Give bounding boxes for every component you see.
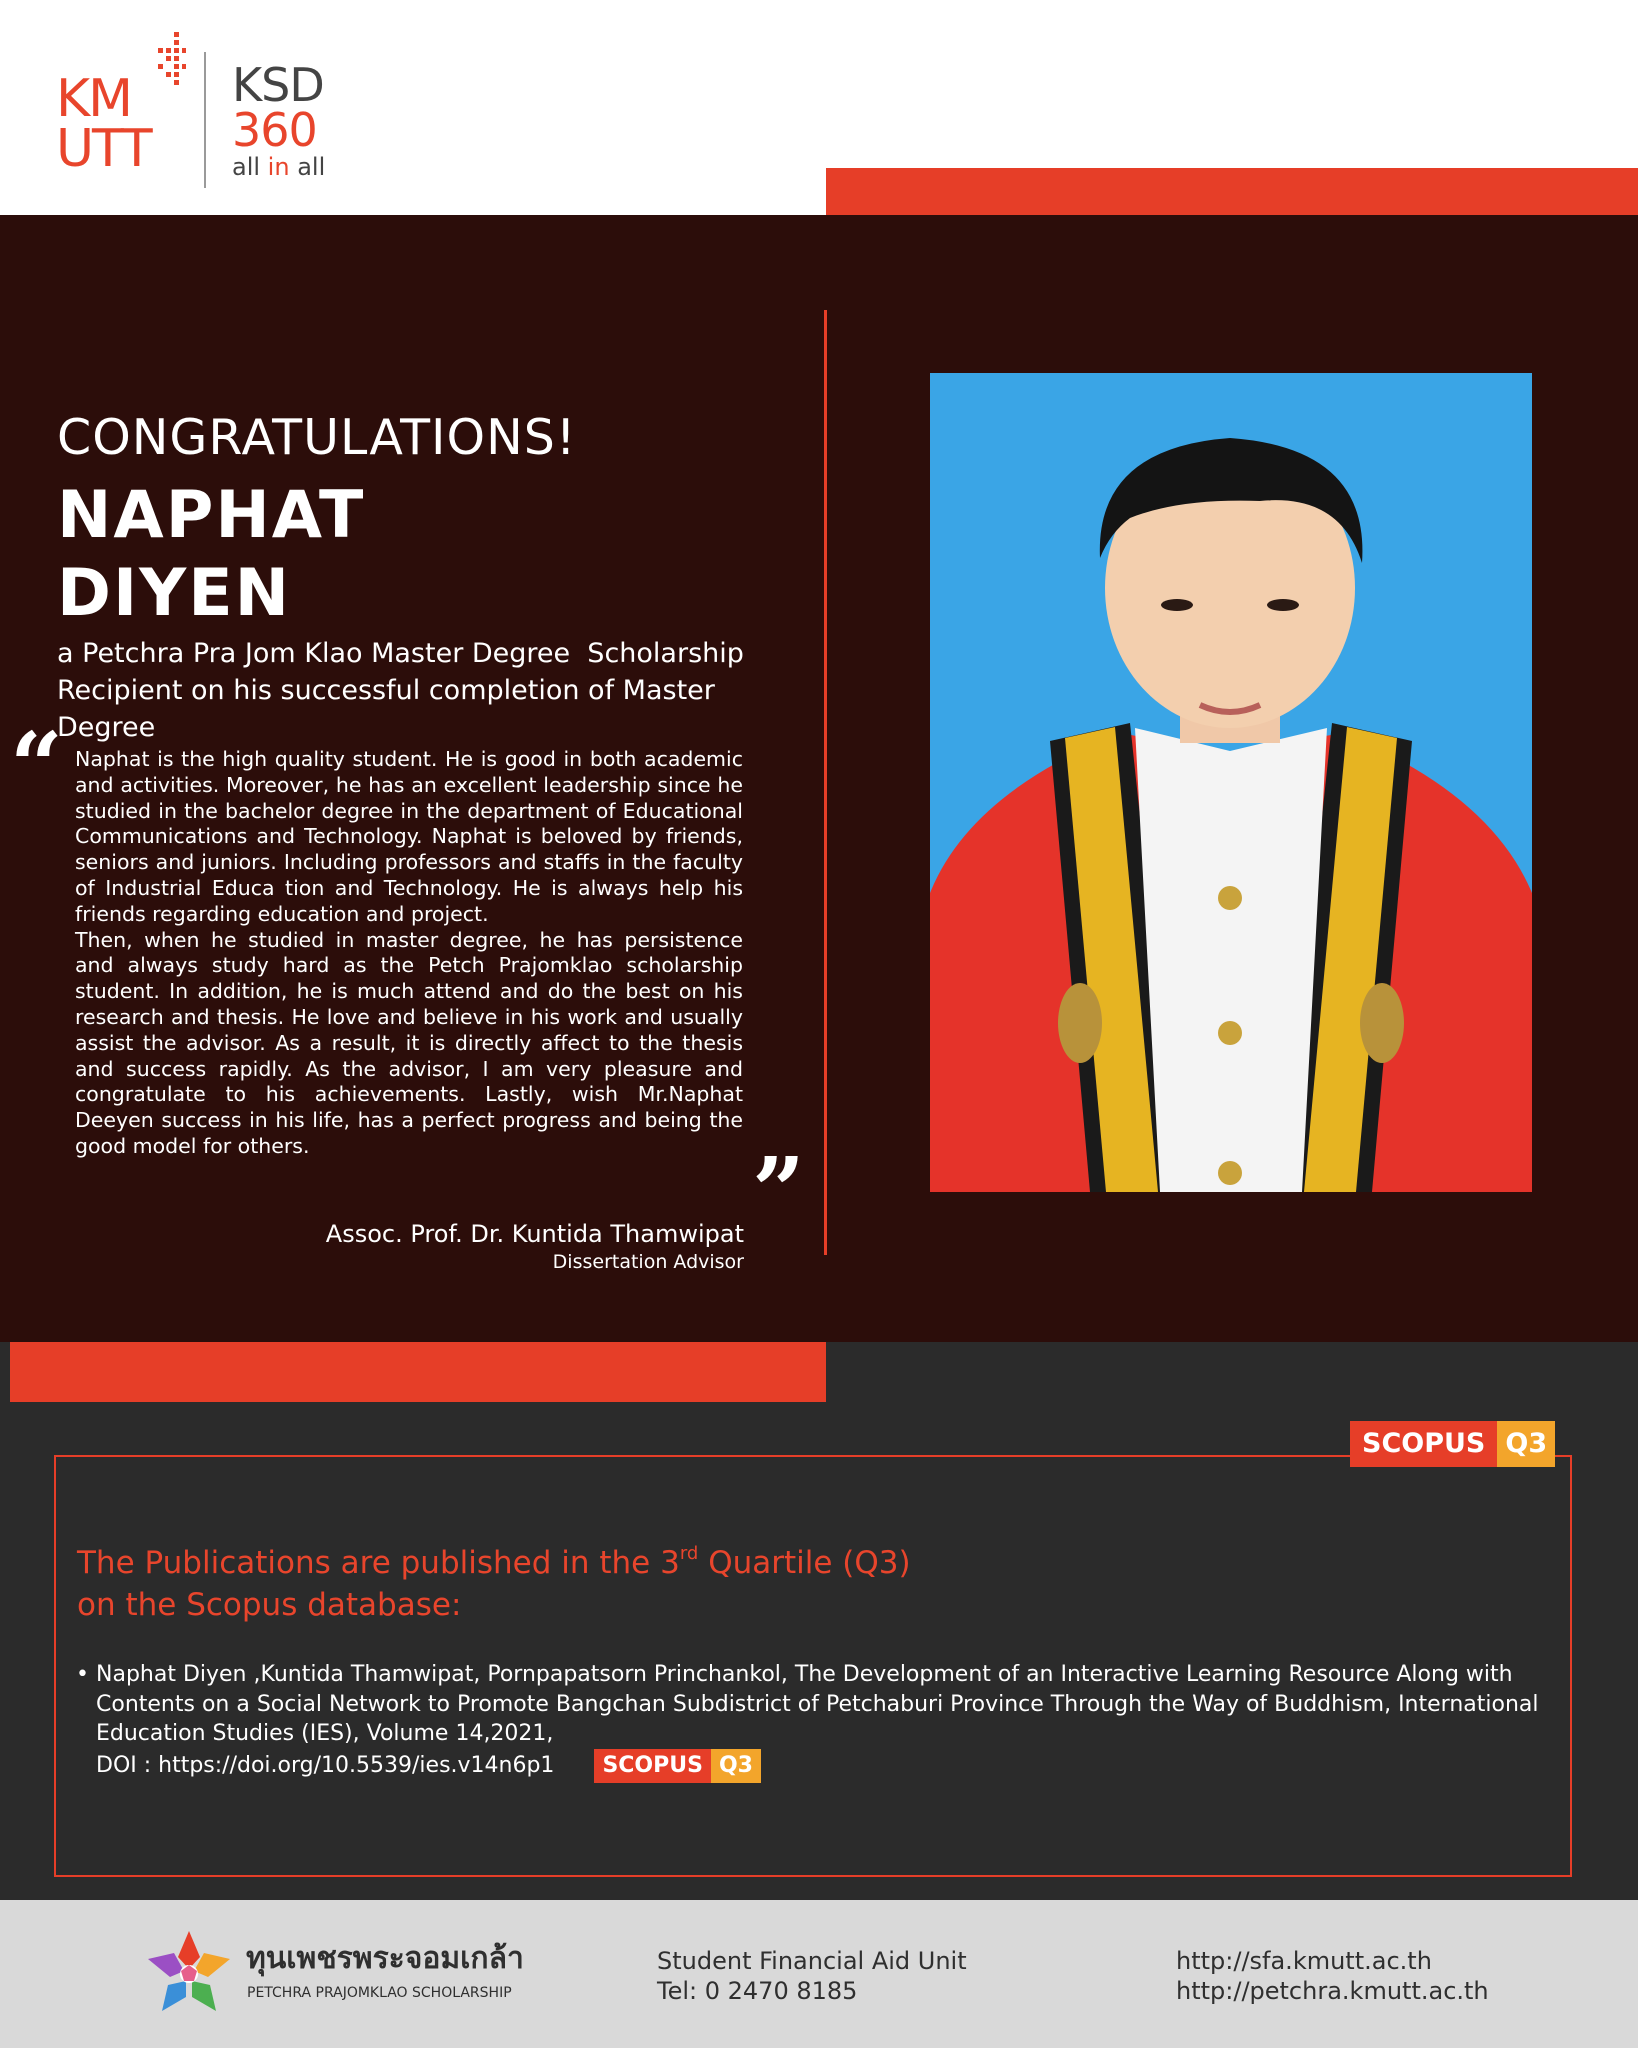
ksd360-logo[interactable] bbox=[232, 58, 326, 182]
quote-paragraph-2: Then, when he studied in master degree, he has persistence and always study hard as the Petch Prajomklao scholarship student. In addition, he is much attend and do the best on his research and thesis. He love and believe in his work and usually assist the advisor. As a result, it is directly affect to the thesis and success rapidly. As the advisor, I am very pleasure and congratulate to his achievements. Lastly, wish Mr.Naphat Deeyen success in his life, has a perfect progress and being the good model for others. bbox=[75, 927, 743, 1158]
subtitle-line-2: Recipient on his successful completion of Master Degree bbox=[57, 675, 715, 743]
publication-citation: Naphat Diyen ,Kuntida Thamwipat, Pornpapatsorn Princhankol, The Development of an Interactive Learning Resource Along with Contents on a Social Network to Promote Bangchan Subdistrict of Petchaburi Province Through the Way of Buddhism, International Education Studies (IES), Volume 14,2021, bbox=[96, 1662, 1539, 1746]
advisor-quote bbox=[75, 747, 743, 1160]
petchra-website-link[interactable]: http://petchra.kmutt.ac.th bbox=[1176, 1977, 1489, 2005]
recipient-last-name: DIYEN bbox=[57, 556, 292, 631]
heading-post: Quartile (Q3) bbox=[698, 1545, 911, 1581]
publications-heading bbox=[77, 1542, 1177, 1626]
scholarship-name-thai: ทุนเพชรพระจอมเกล้า bbox=[246, 1941, 524, 1976]
publication-list-item bbox=[76, 1660, 1556, 1783]
publications-section bbox=[0, 1342, 1638, 1900]
open-quote-icon: “ bbox=[10, 712, 63, 820]
footer-links bbox=[1176, 1946, 1489, 2006]
unit-name: Student Financial Aid Unit bbox=[657, 1947, 967, 1975]
recipient-subtitle bbox=[57, 635, 817, 746]
subtitle-line-1: a Petchra Pra Jom Klao Master Degree Scholarship bbox=[57, 638, 744, 669]
advisor-role: Dissertation Advisor bbox=[552, 1251, 744, 1273]
ksd-logo-line2: 360 bbox=[232, 103, 317, 157]
quartile-label: Q3 bbox=[711, 1749, 761, 1783]
tagline-post: all bbox=[289, 153, 326, 181]
scopus-q3-badge-small bbox=[594, 1749, 761, 1783]
congratulations-heading: CONGRATULATIONS! bbox=[57, 409, 577, 466]
sfa-website-link[interactable]: http://sfa.kmutt.ac.th bbox=[1176, 1947, 1432, 1975]
recipient-first-name: NAPHAT bbox=[57, 478, 366, 553]
unit-telephone[interactable]: Tel: 0 2470 8185 bbox=[657, 1977, 858, 2005]
publications-heading-line2: on the Scopus database: bbox=[77, 1587, 462, 1623]
recipient-photo bbox=[930, 373, 1532, 1192]
congratulations-section bbox=[0, 215, 1638, 1342]
advisor-signature bbox=[326, 1218, 744, 1274]
ksd-logo-line1: KSD bbox=[232, 58, 324, 112]
publication-doi-link[interactable]: DOI : https://doi.org/10.5539/ies.v14n6p1 bbox=[96, 1752, 555, 1778]
contact-info bbox=[657, 1946, 967, 2006]
publication-doi-line bbox=[96, 1749, 761, 1783]
scopus-label: SCOPUS bbox=[594, 1749, 711, 1783]
publications-heading-line1 bbox=[77, 1542, 1177, 1584]
recipient-name bbox=[57, 477, 757, 633]
footer bbox=[0, 1900, 1638, 2048]
quartile-label: Q3 bbox=[1497, 1421, 1555, 1467]
tagline-accent: in bbox=[267, 153, 290, 181]
quote-paragraph-1: Naphat is the high quality student. He is good in both academic and activities. Moreover, he has an excellent leadership since he studied in the bachelor degree in the department of Educational Communications and Technology. Naphat is beloved by friends, seniors and juniors. Including professors and staffs in the faculty of Industrial Educa tion and Technology. He is always help his friends regarding education and project. bbox=[75, 747, 743, 926]
scopus-q3-badge bbox=[1350, 1421, 1555, 1467]
vertical-divider bbox=[824, 310, 827, 1255]
tagline-pre: all bbox=[232, 153, 268, 181]
scholarship-name-english: PETCHRA PRAJOMKLAO SCHOLARSHIP bbox=[247, 1985, 512, 2001]
logo-divider bbox=[204, 52, 206, 188]
section-accent-bar bbox=[10, 1342, 826, 1402]
header bbox=[0, 0, 1638, 215]
scopus-label: SCOPUS bbox=[1350, 1421, 1497, 1467]
petchra-scholarship-logo-icon bbox=[142, 1927, 236, 2021]
kmutt-logo-text: KM UTT bbox=[56, 69, 151, 179]
bullet-icon: • bbox=[76, 1662, 89, 1687]
advisor-name: Assoc. Prof. Dr. Kuntida Thamwipat bbox=[325, 1220, 744, 1248]
heading-sup: rd bbox=[679, 1543, 699, 1564]
heading-pre: The Publications are published in the 3 bbox=[77, 1545, 680, 1581]
recipient-portrait-image bbox=[930, 373, 1532, 1192]
kmutt-logo[interactable] bbox=[56, 30, 186, 179]
ksd-logo-tagline bbox=[232, 152, 325, 182]
close-quote-icon: ” bbox=[752, 1137, 805, 1245]
